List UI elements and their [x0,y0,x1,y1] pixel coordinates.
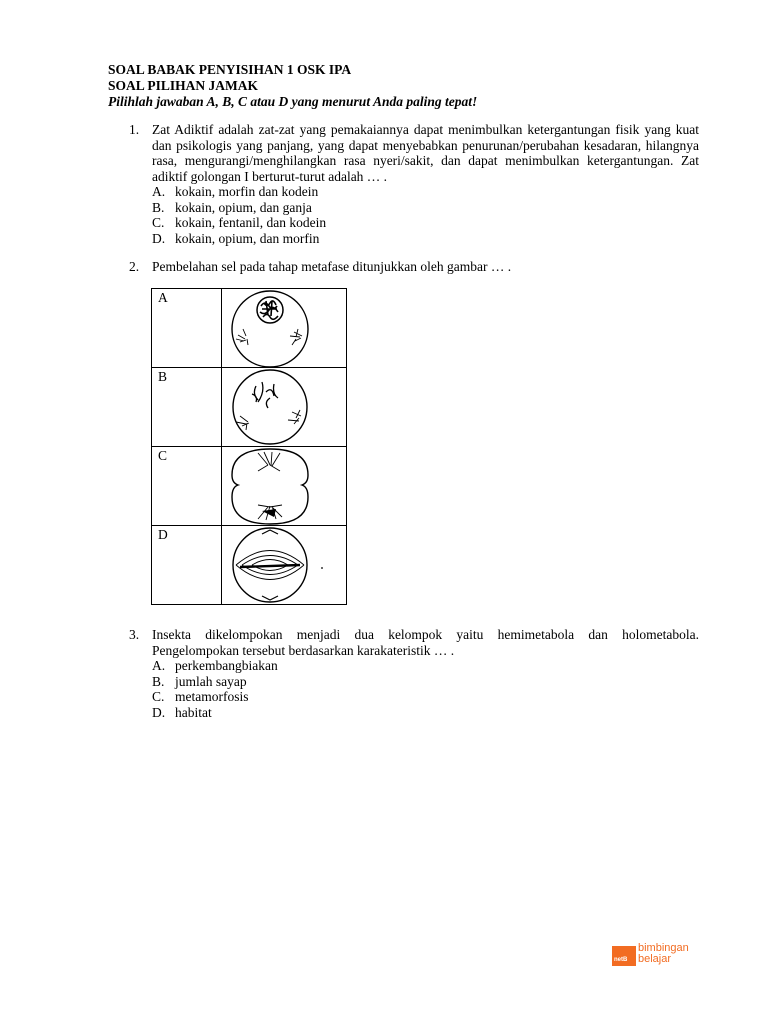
option-c [152,689,699,705]
option-text: perkembangbiakan [175,658,278,673]
option-letter: A. [152,658,166,673]
question-text: Zat Adiktif adalah zat-zat yang pemakaiannya dapat menimbulkan ketergantungan fisik yang kuat dan psikologis yang panjang, yang dapat menyebabkan penurunan/perubahan kesadaran, hilangnya rasa, mengurangi/menghilangkan rasa nyeri/sakit, dan dapat menimbulkan ketergantungan. Zat adiktif golongan I berturut-turut adalah … . [152,122,699,184]
logo-text-line-2: belajar [638,953,672,965]
row-label: A [158,290,168,305]
metaphase-cell-image [222,526,347,605]
option-letter: C. [152,689,165,704]
title-line-1: SOAL BABAK PENYISIHAN 1 OSK IPA [108,62,352,77]
instruction: Pilihlah jawaban A, B, C atau D yang menurut Anda paling tepat! [108,94,478,109]
option-text: kokain, opium, dan morfin [175,230,320,246]
row-label: B [158,369,168,384]
title-line-2: SOAL PILIHAN JAMAK [108,78,259,93]
option-letter: D. [152,704,166,720]
option-text: kokain, morfin dan kodein [175,184,319,199]
option-text: kokain, fentanil, dan kodein [175,215,327,230]
logo-mark: netB [612,946,636,966]
option-b [152,674,699,690]
prophase-cell-image [222,289,347,368]
option-letter: C. [152,215,165,230]
question-text: Pembelahan sel pada tahap metafase ditunjukkan oleh gambar … . [152,259,512,274]
question-number: 2. [129,259,140,274]
question-number: 3. [129,627,140,642]
question-1 [129,122,699,246]
logo-text-line-1: bimbingan [638,942,689,954]
option-c [152,215,699,231]
option-d [152,231,699,247]
row-label-cell [152,368,222,447]
netb-logo [612,942,696,966]
cell-division-table [151,288,347,605]
row-label: D [158,527,168,542]
option-a [152,184,699,200]
table-row [152,526,347,605]
table-row [152,447,347,526]
question-2 [129,259,699,275]
option-text: metamorfosis [175,689,249,704]
row-label-cell [152,526,222,605]
question-number: 1. [129,122,140,137]
option-d [152,705,699,721]
option-letter: D. [152,230,166,246]
option-b [152,200,699,216]
table-row [152,289,347,368]
row-label-cell [152,447,222,526]
row-label: C [158,448,168,463]
option-letter: A. [152,184,166,199]
option-letter: B. [152,199,165,215]
option-a [152,658,699,674]
option-text: habitat [175,704,212,720]
question-text: Insekta dikelompokan menjadi dua kelompok yaitu hemimetabola dan holometabola. Pengelompokan tersebut berdasarkan karakateristik … . [152,627,699,658]
late-prophase-cell-image [222,368,347,447]
option-text: jumlah sayap [175,673,247,689]
telophase-cell-image [222,447,347,526]
row-label-cell [152,289,222,368]
option-letter: B. [152,673,165,689]
option-text: kokain, opium, dan ganja [175,199,312,215]
table-row [152,368,347,447]
question-3 [129,627,699,720]
